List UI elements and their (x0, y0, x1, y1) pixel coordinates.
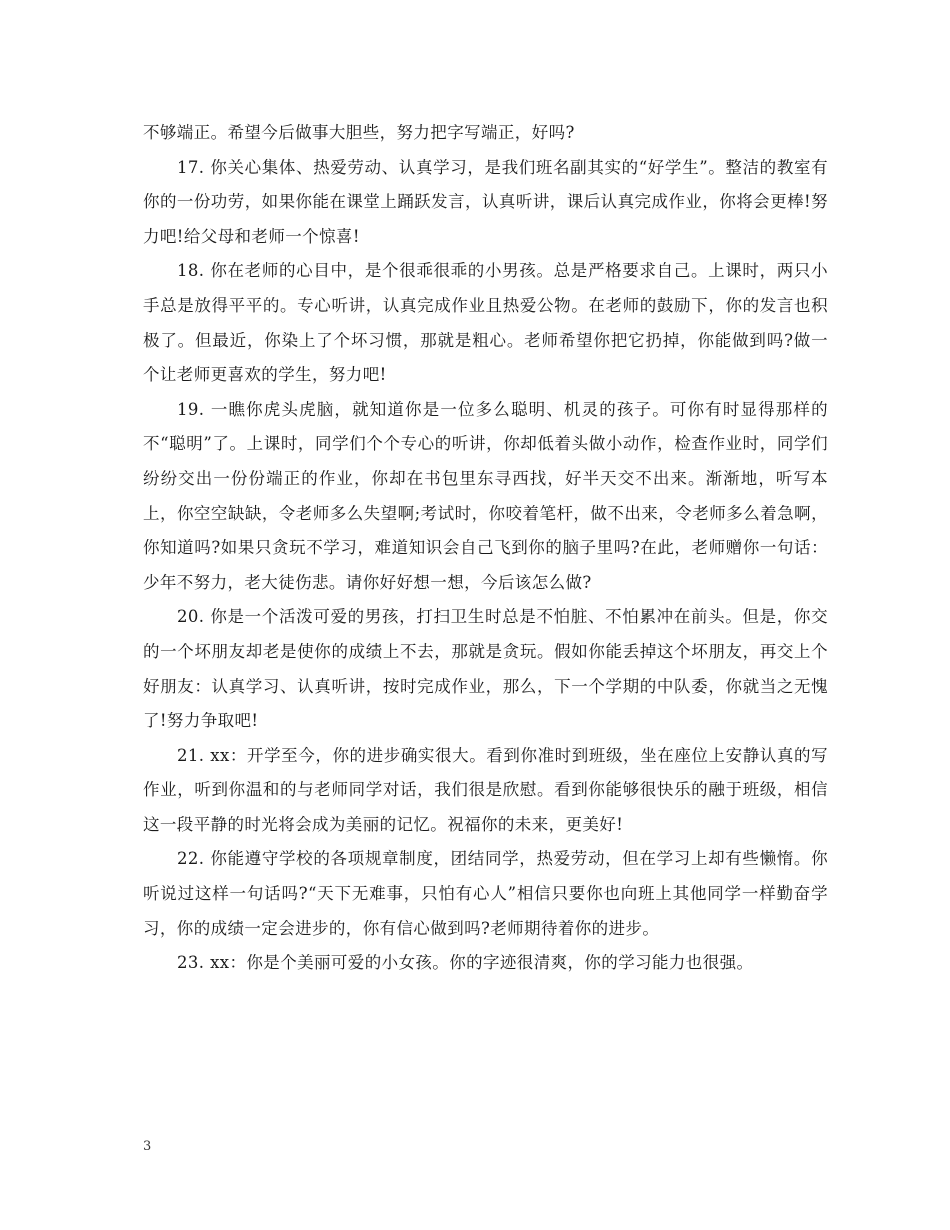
paragraph-continuation: 不够端正。希望今后做事大胆些，努力把字写端正，好吗? (143, 123, 575, 142)
paragraph-19: 19. 一瞧你虎头虎脑，就知道你是一位多么聪明、机灵的孩子。可你有时显得那样的不“聪明”了。上课时，同学们个个专心的听讲，你却低着头做小动作，检查作业时，同学们纷纷交出一份份端正的作业，你却在书包里东寻西找，好半天交不出来。渐渐地，听写本上，你空空缺缺，令老师多么失望啊;考试时，你咬着笔杆，做不出来，令老师多么着急啊，你知道吗?如果只贪玩不学习，难道知识会自己飞到你的脑子里吗?在此，老师赠你一句话：少年不努力，老大徒伤悲。请你好好想一想，今后该怎么做? (143, 399, 828, 592)
document-body (143, 116, 828, 981)
paragraph-18: 18. 你在老师的心目中，是个很乖很乖的小男孩。总是严格要求自己。上课时，两只小手总是放得平平的。专心听讲，认真完成作业且热爱公物。在老师的鼓励下，你的发言也积极了。但最近，你染上了个坏习惯，那就是粗心。老师希望你把它扔掉，你能做到吗?做一个让老师更喜欢的学生，努力吧! (143, 261, 828, 385)
paragraph-20: 20. 你是一个活泼可爱的男孩，打扫卫生时总是不怕脏、不怕累冲在前头。但是，你交的一个坏朋友却老是使你的成绩上不去，那就是贪玩。假如你能丢掉这个坏朋友，再交上个好朋友：认真学习、认真听讲，按时完成作业，那么，下一个学期的中队委，你就当之无愧了!努力争取吧! (143, 607, 828, 731)
paragraph-23: 23. xx：你是个美丽可爱的小女孩。你的字迹很清爽，你的学习能力也很强。 (177, 953, 754, 973)
paragraph-22: 22. 你能遵守学校的各项规章制度，团结同学，热爱劳动，但在学习上却有些懒惰。你听说过这样一句话吗?“天下无难事，只怕有心人”相信只要你也向班上其他同学一样勤奋学习，你的成绩一定会进步的，你有信心做到吗?老师期待着你的进步。 (143, 849, 828, 938)
paragraph-17: 17. 你关心集体、热爱劳动、认真学习，是我们班名副其实的“好学生”。整洁的教室有你的一份功劳，如果你能在课堂上踊跃发言，认真听讲，课后认真完成作业，你将会更棒!努力吧!给父母和老师一个惊喜! (143, 157, 828, 246)
paragraph-21: 21. xx：开学至今，你的进步确实很大。看到你准时到班级，坐在座位上安静认真的写作业，听到你温和的与老师同学对话，我们很是欣慰。看到你能够很快乐的融于班级，相信这一段平静的时光将会成为美丽的记忆。祝福你的未来，更美好! (143, 745, 828, 834)
page-number: 3 (143, 1139, 152, 1154)
